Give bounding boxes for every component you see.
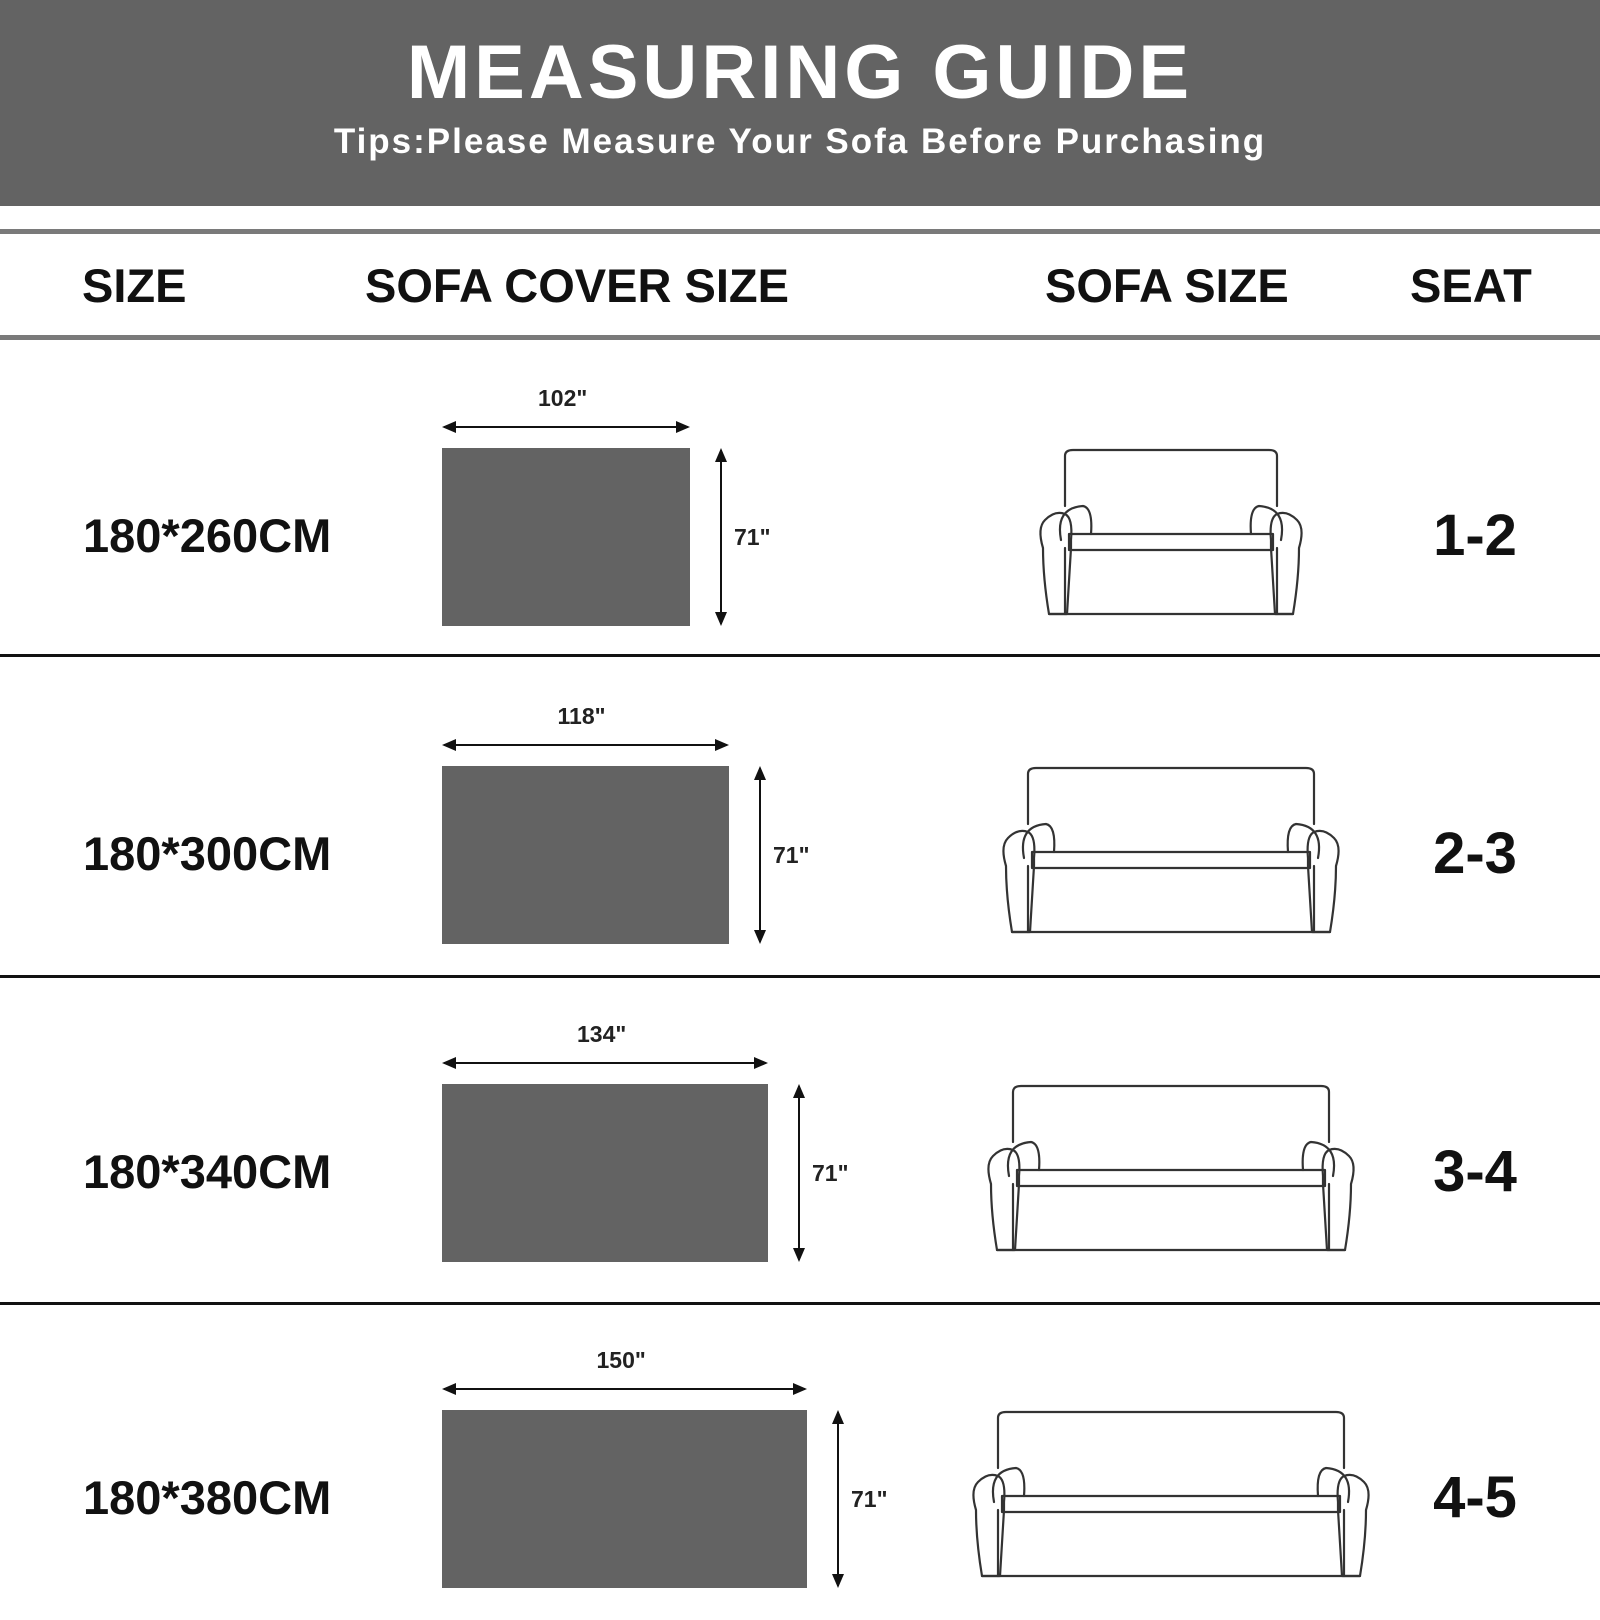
cover-width-label: 118" [557, 703, 606, 729]
seat-label: 1-2 [1433, 503, 1517, 568]
height-arrow [753, 766, 767, 944]
row-divider [0, 1302, 1600, 1305]
cover-height-label: 71" [773, 842, 810, 868]
size-label: 180*300CM [83, 827, 332, 880]
height-arrow [714, 448, 728, 626]
sofa-icon [968, 1410, 1374, 1582]
row-divider [0, 654, 1600, 657]
table-row [0, 658, 1600, 976]
table-row [0, 1302, 1600, 1620]
width-arrow [442, 1056, 768, 1070]
header-rule-top [0, 229, 1600, 234]
cover-rectangle [442, 448, 690, 626]
column-header-cover-size: SOFA COVER SIZE [365, 259, 789, 312]
height-arrow [831, 1410, 845, 1588]
size-label: 180*260CM [83, 509, 332, 562]
width-arrow [442, 420, 690, 434]
table-row [0, 976, 1600, 1294]
size-label: 180*380CM [83, 1471, 332, 1524]
column-header-size: SIZE [82, 259, 187, 312]
cover-height-label: 71" [812, 1160, 849, 1186]
cover-width-label: 150" [596, 1347, 646, 1373]
sofa-icon [998, 766, 1344, 938]
sofa-icon [983, 1084, 1359, 1256]
column-header-seat: SEAT [1410, 259, 1532, 312]
seat-label: 3-4 [1433, 1139, 1517, 1204]
cover-height-label: 71" [734, 524, 771, 550]
table-row [0, 340, 1600, 658]
row-divider [0, 975, 1600, 978]
seat-label: 4-5 [1433, 1465, 1517, 1530]
seat-label: 2-3 [1433, 821, 1517, 886]
guide-tips: Tips:Please Measure Your Sofa Before Purchasing [333, 122, 1267, 161]
sofa-icon [1035, 448, 1307, 620]
height-arrow [792, 1084, 806, 1262]
header-banner [0, 0, 1600, 206]
cover-rectangle [442, 1410, 807, 1588]
guide-title: MEASURING GUIDE [406, 30, 1194, 115]
cover-height-label: 71" [851, 1486, 888, 1512]
size-label: 180*340CM [83, 1145, 332, 1198]
column-header-sofa-size: SOFA SIZE [1045, 259, 1289, 312]
cover-rectangle [442, 1084, 768, 1262]
cover-rectangle [442, 766, 729, 944]
cover-width-label: 102" [538, 385, 588, 411]
width-arrow [442, 738, 729, 752]
width-arrow [442, 1382, 807, 1396]
cover-width-label: 134" [577, 1021, 627, 1047]
